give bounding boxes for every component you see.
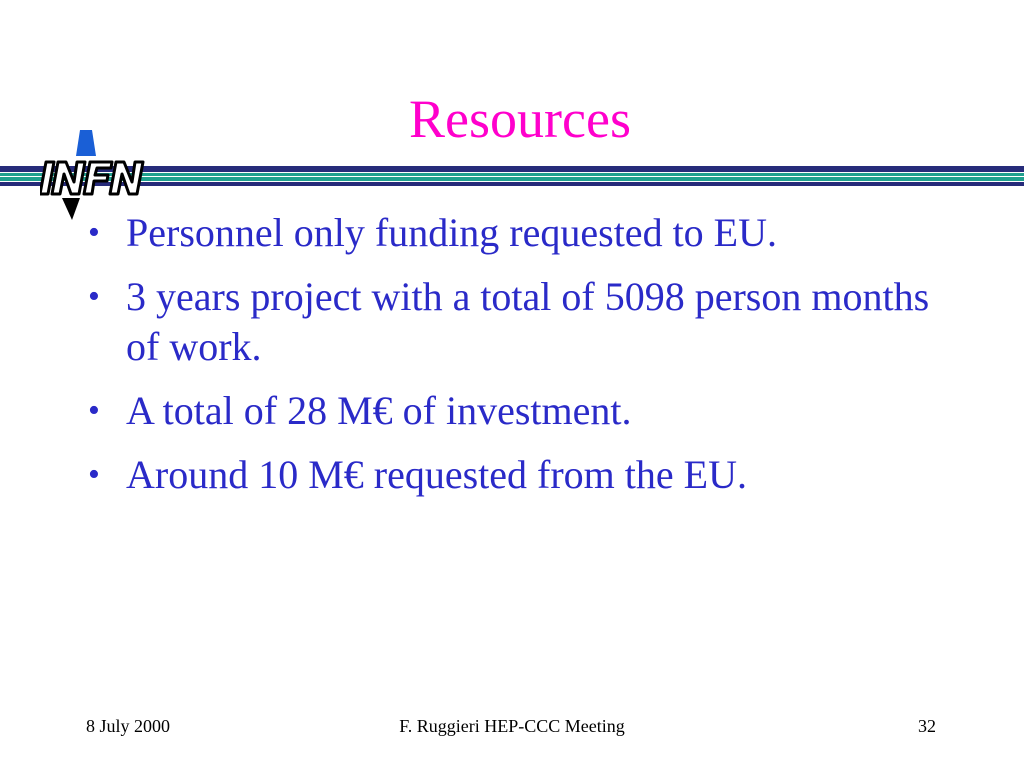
- bullet-text: A total of 28 M€ of investment.: [126, 388, 632, 433]
- bullet-item: [82, 208, 962, 258]
- bullet-item: [82, 272, 962, 372]
- bullet-text: Personnel only funding requested to EU.: [126, 210, 777, 255]
- bullet-text: 3 years project with a total of 5098 person months of work.: [126, 274, 930, 369]
- bullet-icon: •: [88, 214, 100, 251]
- logo-text: INFN: [40, 128, 43, 129]
- bullet-icon: •: [88, 392, 100, 429]
- footer-presenter: F. Ruggieri HEP-CCC Meeting: [399, 716, 625, 736]
- bullet-text: Around 10 M€ requested from the EU.: [126, 452, 747, 497]
- bullet-list: [82, 208, 962, 514]
- bullet-icon: •: [88, 278, 100, 315]
- bullet-item: [82, 450, 962, 500]
- footer-date: 8 July 2000: [86, 716, 171, 736]
- bullet-icon: •: [88, 456, 100, 493]
- footer-page-number: 32: [918, 716, 936, 736]
- bullet-item: [82, 386, 962, 436]
- slide-title: Resources: [409, 89, 631, 149]
